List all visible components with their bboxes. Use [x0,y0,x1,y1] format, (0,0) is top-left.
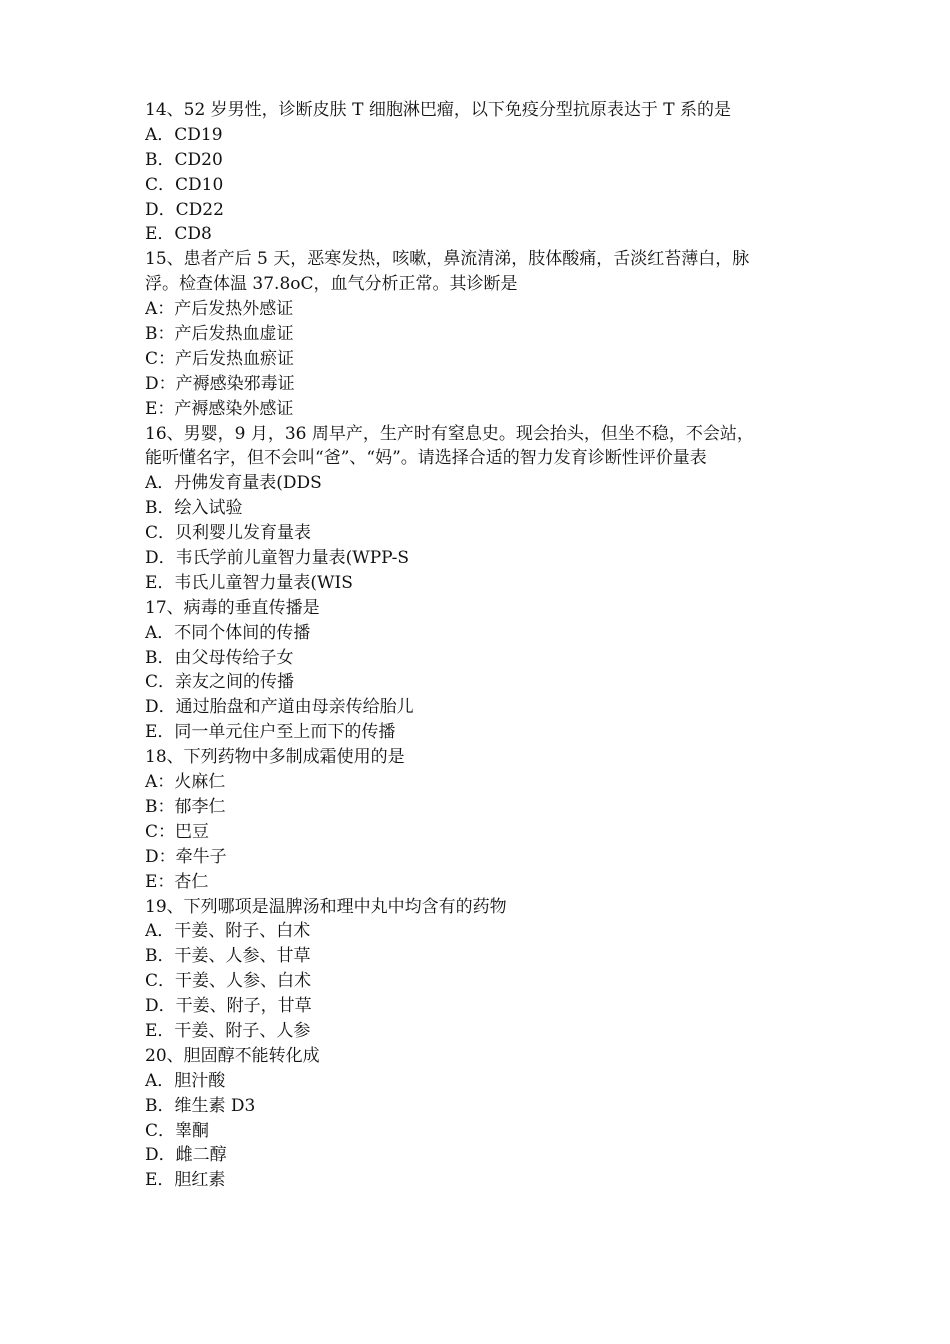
answer-option: C．CD10 [145,174,224,195]
answer-option: B．由父母传给子女 [145,647,294,668]
answer-option: C．干姜、人参、白术 [145,971,312,992]
question-block [145,247,825,421]
question-stem: 19、下列哪项是温脾汤和理中丸中均含有的药物 [145,896,507,917]
answer-option: D．韦氏学前儿童智力量表(WPP-S [145,548,410,569]
answer-option: C．睾酮 [145,1120,210,1141]
answer-option: E．韦氏儿童智力量表(WIS [145,572,353,593]
answer-option: E：产褥感染外感证 [145,398,294,419]
answer-option: A．CD19 [145,124,223,145]
answer-option: B．绘入试验 [145,498,243,519]
answer-option: E：杏仁 [145,871,209,892]
answer-option: D：产褥感染邪毒证 [145,373,295,394]
answer-option: B：产后发热血虚证 [145,324,294,345]
question-stem: 17、病毒的垂直传播是 [145,597,320,618]
question-block [145,895,825,1044]
question-stem: 20、胆固醇不能转化成 [145,1045,320,1066]
answer-option: A：火麻仁 [145,772,226,793]
question-block [145,1044,825,1193]
answer-option: C．贝利婴儿发育量表 [145,523,312,544]
answer-option: D：牵牛子 [145,846,227,867]
answer-option: E．同一单元住户至上而下的传播 [145,722,396,743]
answer-option: E．干姜、附子、人参 [145,1020,311,1041]
question-stem: 15、患者产后 5 天，恶寒发热，咳嗽，鼻流清涕，肢体酸痛，舌淡红苔薄白，脉 [145,249,750,270]
question-stem: 浮。检查体温 37.8oC，血气分析正常。其诊断是 [145,274,518,295]
answer-option: B：郁李仁 [145,796,226,817]
question-list [145,98,825,1193]
answer-option: E．CD8 [145,224,212,245]
answer-option: C：产后发热血瘀证 [145,348,295,369]
answer-option: A．不同个体间的传播 [145,622,311,643]
question-block [145,745,825,894]
question-stem: 16、男婴，9 月，36 周早产，生产时有窒息史。现会抬头，但坐不稳，不会站， [145,423,754,444]
answer-option: B．干姜、人参、甘草 [145,946,311,967]
answer-option: A．胆汁酸 [145,1070,226,1091]
answer-option: B．CD20 [145,149,223,170]
answer-option: A．干姜、附子、白术 [145,921,311,942]
answer-option: C．亲友之间的传播 [145,672,295,693]
question-stem: 14、52 岁男性，诊断皮肤 T 细胞淋巴瘤，以下免疫分型抗原表达于 T 系的是 [145,100,731,120]
question-stem: 18、下列药物中多制成霜使用的是 [145,747,405,768]
answer-option: B．维生素 D3 [145,1095,256,1116]
answer-option: D．通过胎盘和产道由母亲传给胎儿 [145,697,414,718]
question-block [145,596,825,745]
answer-option: A：产后发热外感证 [145,299,294,320]
question-block [145,422,825,596]
answer-option: C：巴豆 [145,821,210,842]
answer-option: D．CD22 [145,199,224,220]
answer-option: E．胆红素 [145,1170,226,1191]
answer-option: A．丹佛发育量表(DDS [145,473,322,494]
question-block [145,98,825,247]
question-stem: 能听懂名字，但不会叫“爸”、“妈”。请选择合适的智力发育诊断性评价量表 [145,448,707,469]
answer-option: D．雌二醇 [145,1145,227,1166]
answer-option: D．干姜、附子，甘草 [145,996,312,1017]
